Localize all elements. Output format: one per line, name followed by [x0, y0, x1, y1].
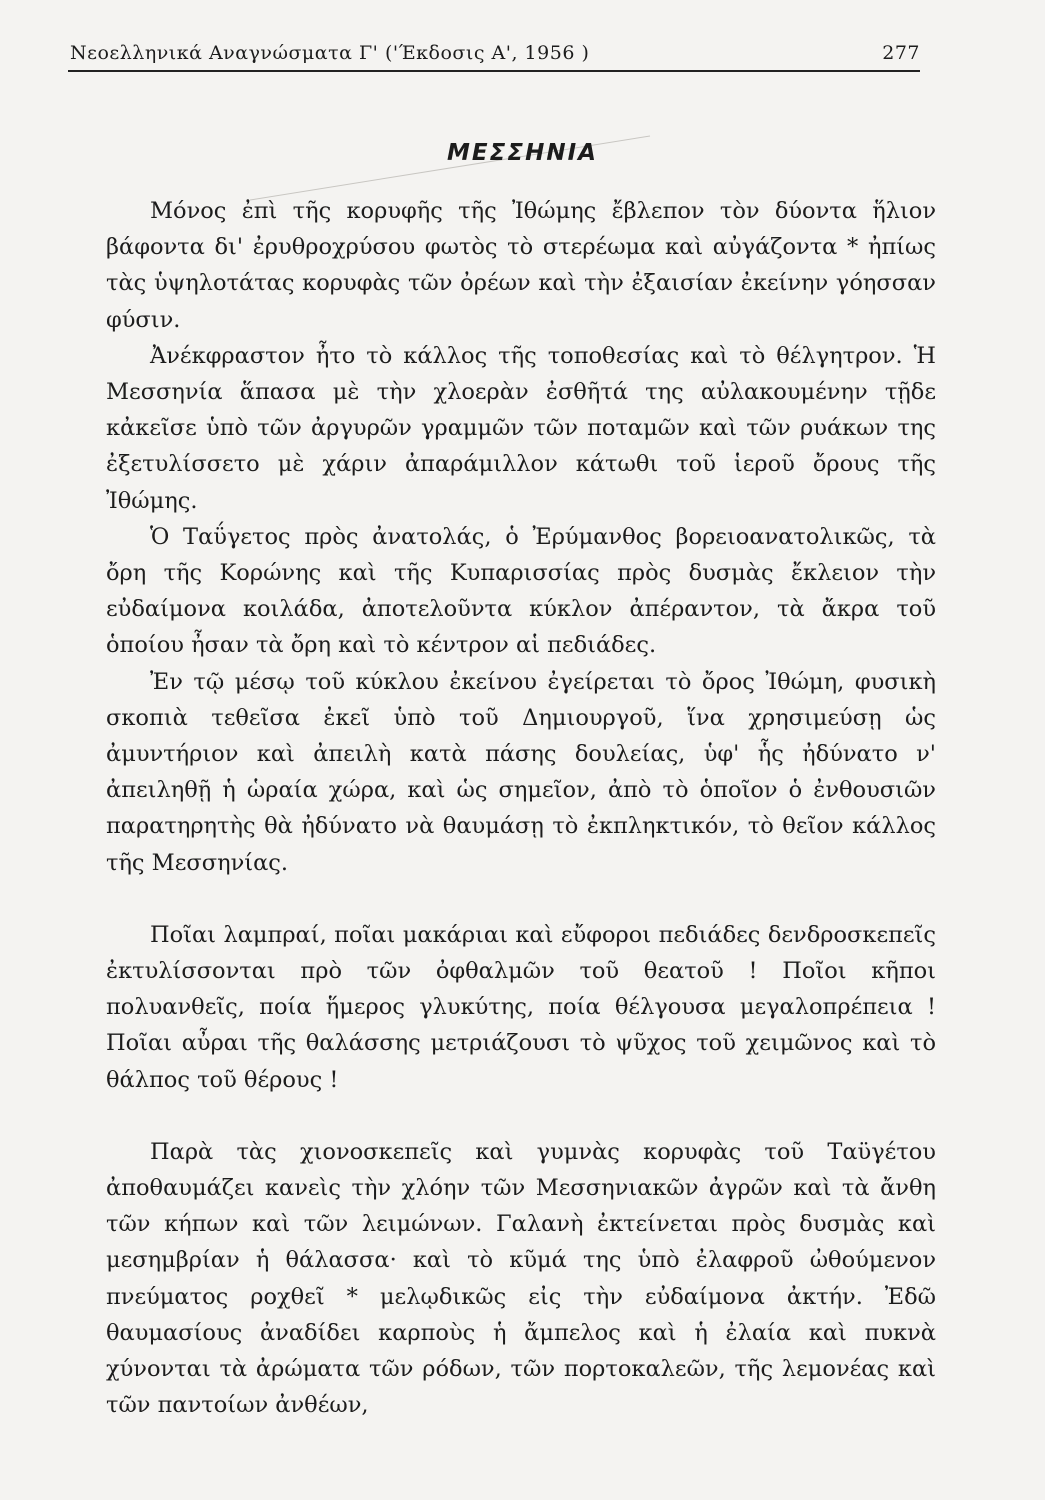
- paragraph: Ὁ Ταΰγετος πρὸς ἀνατολάς, ὁ Ἐρύμανθος βορειοανατολικῶς, τὰ ὄρη τῆς Κορώνης καὶ τῆς Κυπαρισσίας πρὸς δυσμὰς ἔκλειον τὴν εὐδαίμονα κοιλάδα, ἀποτελοῦντα κύκλον ἀπέραντον, τὰ ἄκρα τοῦ ὁποίου ἦσαν τὰ ὄρη καὶ τὸ κέντρον αἱ πεδιάδες.: [106, 523, 936, 659]
- page-number: 277: [882, 42, 920, 64]
- paragraph: Παρὰ τὰς χιονοσκεπεῖς καὶ γυμνὰς κορυφὰς τοῦ Ταϋγέτου ἀποθαυμάζει κανεὶς τὴν χλόην τῶν Μεσσηνιακῶν ἀγρῶν καὶ τὰ ἄνθη τῶν κήπων καὶ τῶν λειμώνων. Γαλανὴ ἐκτείνεται πρὸς δυσμὰς καὶ μεσημβρίαν ἡ θάλασσα· καὶ τὸ κῦμά της ὑπὸ ἐλαφροῦ ὠθούμενον πνεύματος ροχθεῖ * μελῳδικῶς εἰς τὴν εὐδαίμονα ἀκτήν. Ἐδῶ θαυμασίους ἀναδίδει καρποὺς ἡ ἄμπελος καὶ ἡ ἐλαία καὶ πυκνὰ χύνονται τὰ ἀρώματα τῶν ρόδων, τῶν πορτοκαλεῶν, τῆς λεμονέας καὶ τῶν παντοίων ἀνθέων,: [106, 1138, 936, 1419]
- paragraph: Ἐν τῷ μέσῳ τοῦ κύκλου ἐκείνου ἐγείρεται τὸ ὄρος Ἰθώμη, φυσικὴ σκοπιὰ τεθεῖσα ἐκεῖ ὑπὸ τοῦ Δημιουργοῦ, ἵνα χρησιμεύσῃ ὡς ἀμυντήριον καὶ ἀπειλὴ κατὰ πάσης δουλείας, ὑφ' ἧς ἠδύνατο ν' ἀπειληθῇ ἡ ὡραία χώρα, καὶ ὡς σημεῖον, ἀπὸ τὸ ὁποῖον ὁ ἐνθουσιῶν παρατηρητὴς θὰ ἠδύνατο νὰ θαυμάσῃ τὸ ἐκπληκτικόν, τὸ θεῖον κάλλος τῆς Μεσσηνίας.: [106, 668, 936, 876]
- paragraph: Ποῖαι λαμπραί, ποῖαι μακάριαι καὶ εὔφοροι πεδιάδες δενδροσκεπεῖς ἐκτυλίσσονται πρὸ τῶν ὀφθαλμῶν τοῦ θεατοῦ ! Ποῖοι κῆποι πολυανθεῖς, ποία ἥμερος γλυκύτης, ποία θέλγουσα μεγαλοπρέπεια ! Ποῖαι αὖραι τῆς θαλάσσης μετριάζουσι τὸ ψῦχος τοῦ χειμῶνος καὶ τὸ θάλπος τοῦ θέρους !: [106, 921, 936, 1093]
- body-text: [106, 193, 936, 1424]
- paragraph: Μόνος ἐπὶ τῆς κορυφῆς τῆς Ἰθώμης ἔβλεπον τὸν δύοντα ἥλιον βάφοντα δι' ἐρυθροχρύσου φωτὸς τὸ στερέωμα καὶ αὐγάζοντα * ἠπίως τὰς ὑψηλοτάτας κορυφὰς τῶν ὀρέων καὶ τὴν ἐξαισίαν ἐκείνην γόησσαν φύσιν.: [106, 198, 936, 333]
- header-rule: [68, 70, 920, 72]
- page-title: ΜΕΣΣΗΝΙΑ: [447, 140, 598, 166]
- running-title: Νεοελληνικά Αναγνώσματα Γ' ('Έκδοσις Α', 1956 ): [70, 42, 590, 64]
- paragraph: Ἀνέκφραστον ἦτο τὸ κάλλος τῆς τοποθεσίας καὶ τὸ θέλγητρον. Ἡ Μεσσηνία ἅπασα μὲ τὴν χλοερὰν ἐσθῆτά της αὐλακουμένην τῇδε κἀκεῖσε ὑπὸ τῶν ἀργυρῶν γραμμῶν τῶν ποταμῶν καὶ τῶν ρυάκων της ἐξετυλίσσετο μὲ χάριν ἀπαράμιλλον κάτωθι τοῦ ἱεροῦ ὄρους τῆς Ἰθώμης.: [106, 342, 936, 514]
- running-header: [70, 42, 920, 72]
